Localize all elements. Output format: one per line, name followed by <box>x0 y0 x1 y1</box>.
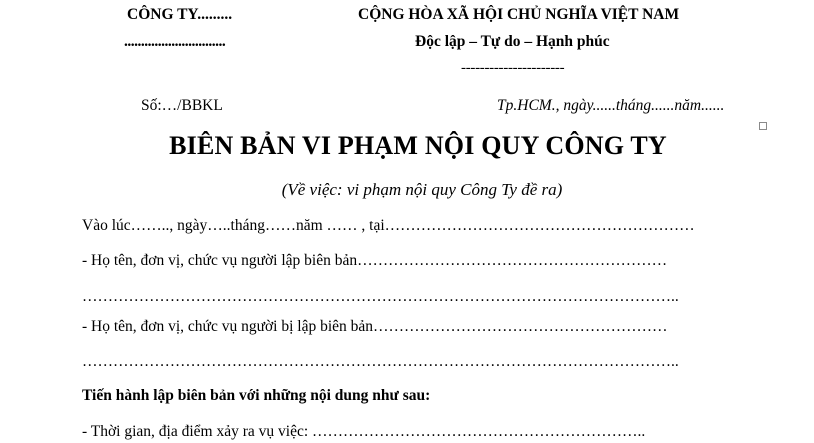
company-name-blank: .............................. <box>124 33 226 50</box>
recorder-continuation-line: …………………………………………………………………………………………………….. <box>82 288 679 305</box>
content-heading: Tiến hành lập biên bản với những nội dung như sau: <box>82 387 431 404</box>
violator-continuation-line: …………………………………………………………………………………………………….. <box>82 353 679 370</box>
time-place-line: Vào lúc…….., ngày…..tháng……năm …… , tại…………………………………………………… <box>82 217 695 234</box>
motto-underline: ---------------------- <box>461 60 565 76</box>
incident-time-place-line: - Thời gian, địa điểm xảy ra vụ việc: ……………………………………………………….. <box>82 423 646 440</box>
violator-line: - Họ tên, đơn vị, chức vụ người bị lập biên bản………………………………………………… <box>82 318 668 335</box>
resize-handle[interactable] <box>759 122 767 130</box>
date-place-line: Tp.HCM., ngày......tháng......năm...... <box>497 97 725 114</box>
document-number: Số:…/BBKL <box>141 97 223 114</box>
company-name: CÔNG TY......... <box>127 6 233 23</box>
document-subtitle: (Về việc: vi phạm nội quy Công Ty đề ra) <box>281 180 563 199</box>
nation-heading: CỘNG HÒA XÃ HỘI CHỦ NGHĨA VIỆT NAM <box>358 6 680 23</box>
recorder-line: - Họ tên, đơn vị, chức vụ người lập biên bản…………………………………………………… <box>82 252 668 269</box>
national-motto: Độc lập – Tự do – Hạnh phúc <box>415 33 610 50</box>
document-title: BIÊN BẢN VI PHẠM NỘI QUY CÔNG TY <box>169 131 667 160</box>
